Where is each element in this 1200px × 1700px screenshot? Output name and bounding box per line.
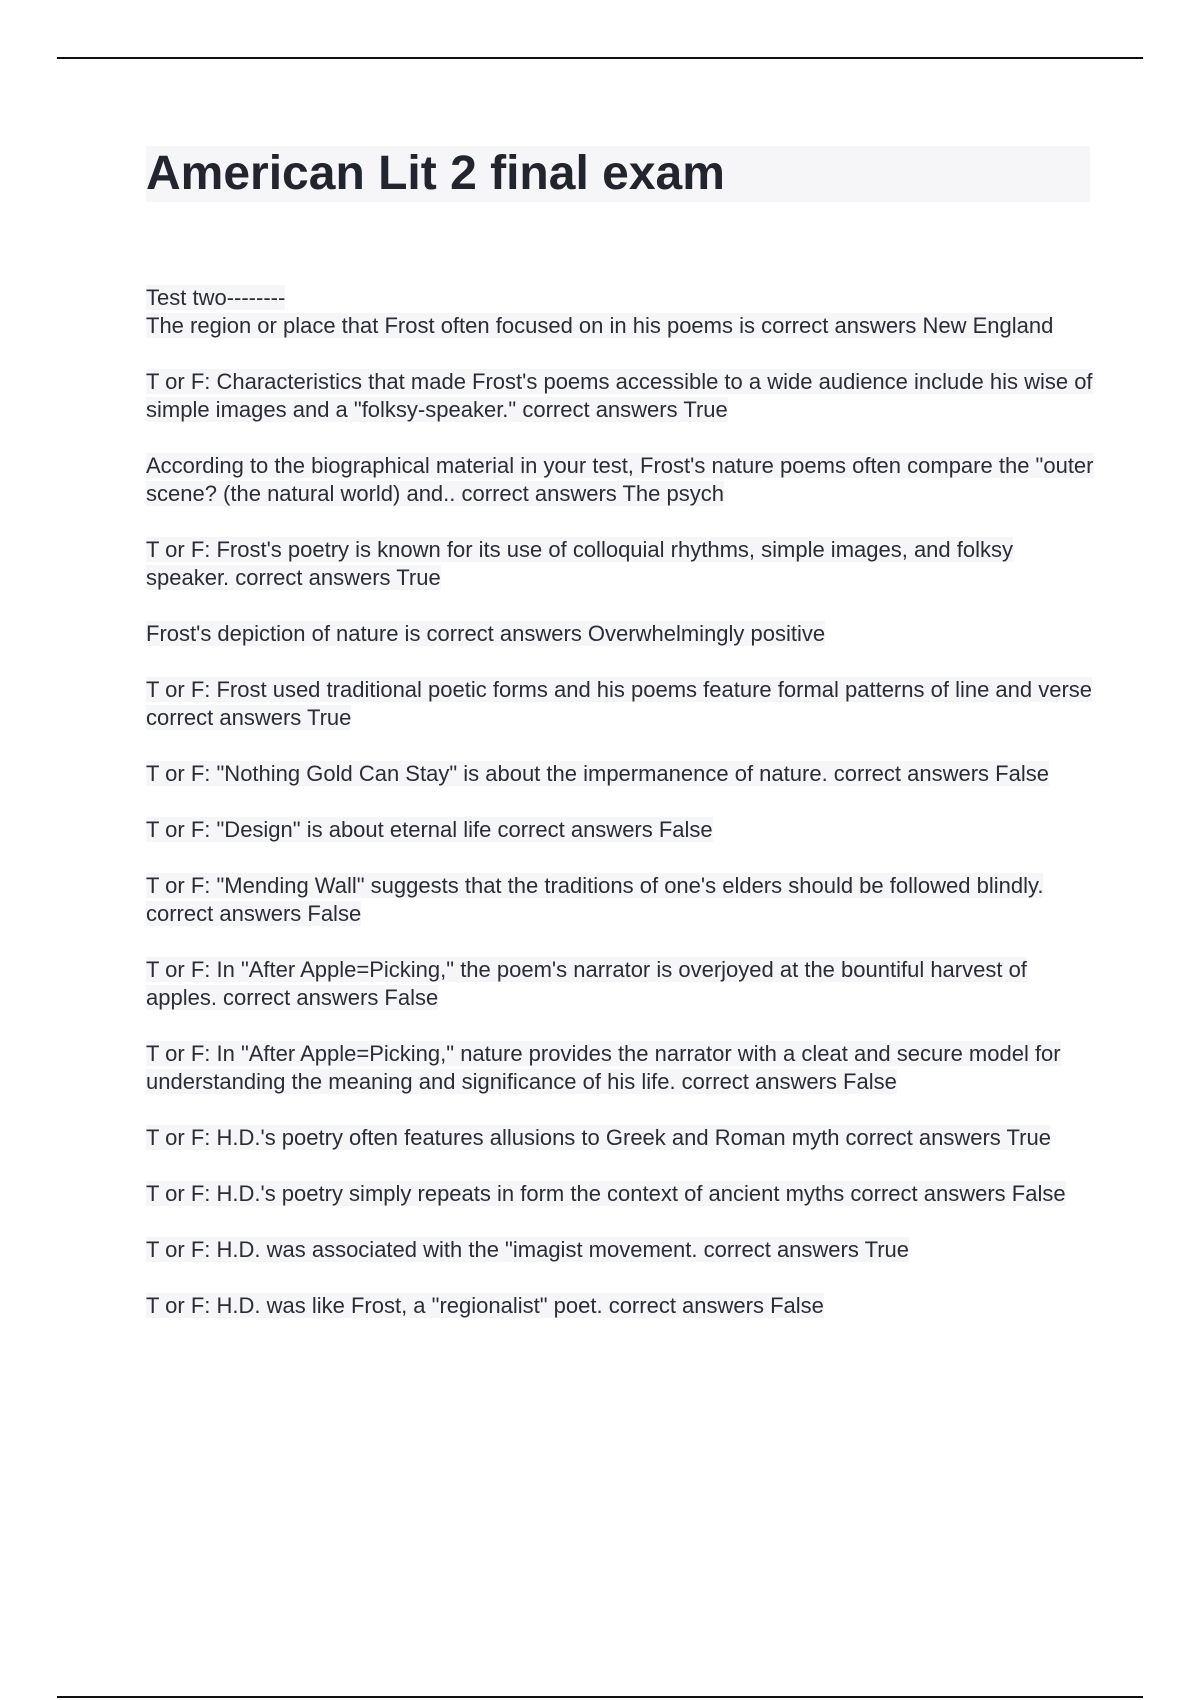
question-item xyxy=(146,1180,1096,1208)
question-item xyxy=(146,872,1096,928)
top-rule xyxy=(57,57,1143,59)
question-item xyxy=(146,956,1096,1012)
question-item xyxy=(146,676,1096,732)
question-item xyxy=(146,452,1096,508)
question-text: T or F: In "After Apple=Picking," the poem's narrator is overjoyed at the bountiful harvest of apples. correct answers False xyxy=(146,957,1027,1010)
question-text: The region or place that Frost often focused on in his poems is correct answers New England xyxy=(146,313,1054,338)
question-item xyxy=(146,1040,1096,1096)
question-text: Frost's depiction of nature is correct answers Overwhelmingly positive xyxy=(146,621,826,646)
question-item xyxy=(146,536,1096,592)
question-item xyxy=(146,1236,1096,1264)
question-item xyxy=(146,368,1096,424)
question-list xyxy=(146,312,1096,1320)
question-text: T or F: "Mending Wall" suggests that the traditions of one's elders should be followed blindly. correct answers False xyxy=(146,873,1044,926)
question-item xyxy=(146,760,1096,788)
question-text: T or F: H.D. was associated with the "imagist movement. correct answers True xyxy=(146,1237,909,1262)
question-item xyxy=(146,1292,1096,1320)
bottom-rule xyxy=(57,1696,1143,1698)
section-heading-text: Test two-------- xyxy=(146,285,286,310)
document-body xyxy=(146,284,1096,1348)
question-text: According to the biographical material in your test, Frost's nature poems often compare the "outer scene? (the natural world) and.. correct answers The psych xyxy=(146,453,1094,506)
question-item xyxy=(146,312,1096,340)
question-text: T or F: H.D. was like Frost, a "regionalist" poet. correct answers False xyxy=(146,1293,824,1318)
question-item xyxy=(146,620,1096,648)
question-item xyxy=(146,1124,1096,1152)
page-title: American Lit 2 final exam xyxy=(146,147,725,200)
question-text: T or F: H.D.'s poetry often features allusions to Greek and Roman myth correct answers True xyxy=(146,1125,1051,1150)
question-item xyxy=(146,816,1096,844)
question-text: T or F: In "After Apple=Picking," nature provides the narrator with a cleat and secure model for understanding the meaning and significance of his life. correct answers False xyxy=(146,1041,1061,1094)
question-text: T or F: H.D.'s poetry simply repeats in form the context of ancient myths correct answers False xyxy=(146,1181,1066,1206)
question-text: T or F: Frost's poetry is known for its use of colloquial rhythms, simple images, and folksy speaker. correct answers True xyxy=(146,537,1014,590)
section-heading xyxy=(146,284,1096,312)
question-text: T or F: "Design" is about eternal life correct answers False xyxy=(146,817,713,842)
question-text: T or F: Characteristics that made Frost's poems accessible to a wide audience include his wise of simple images and a "folksy-speaker." correct answers True xyxy=(146,369,1093,422)
question-text: T or F: "Nothing Gold Can Stay" is about the impermanence of nature. correct answers False xyxy=(146,761,1049,786)
question-text: T or F: Frost used traditional poetic forms and his poems feature formal patterns of line and verse correct answers True xyxy=(146,677,1093,730)
